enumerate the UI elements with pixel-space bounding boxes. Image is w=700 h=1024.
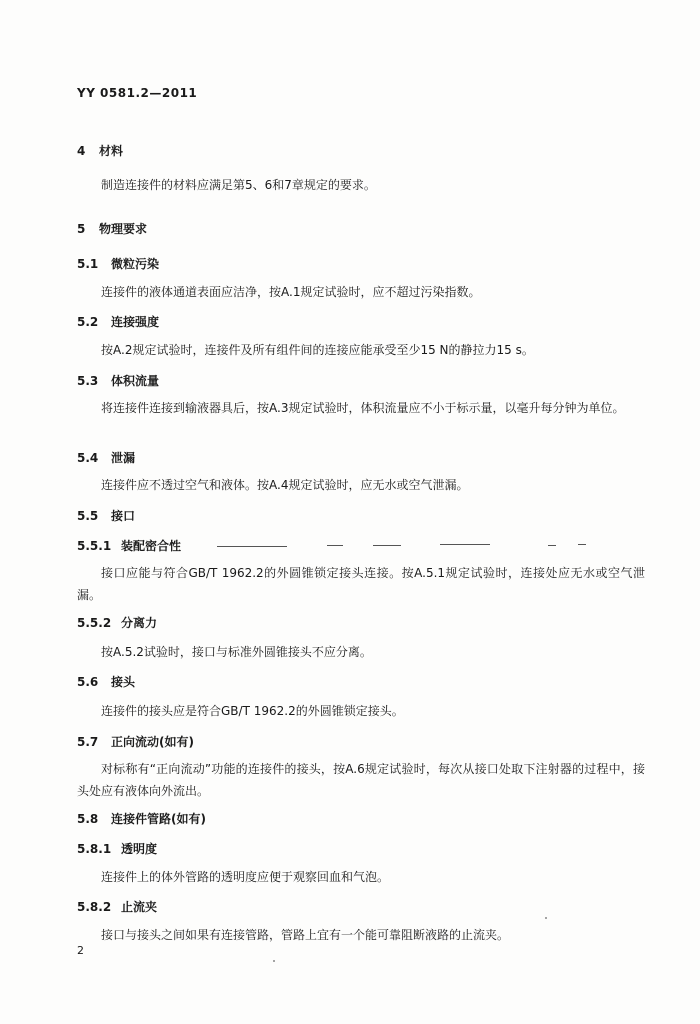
section-4-heading: [77, 142, 123, 159]
section-5-1-heading: [77, 255, 159, 272]
scan-artifact-line: [373, 545, 401, 546]
section-title: 止流夹: [121, 900, 158, 914]
section-5-8-2-heading: [77, 898, 157, 915]
section-number: 5.8.2: [77, 900, 112, 914]
section-5-4-heading: [77, 449, 135, 466]
section-title: 正向流动(如有): [111, 735, 194, 749]
section-title: 连接件管路(如有): [111, 812, 206, 826]
section-5-5-1-heading: [77, 537, 181, 554]
scan-artifact-line: [440, 544, 490, 545]
scan-artifact-line: [327, 545, 343, 546]
scan-speck: [545, 917, 547, 919]
section-title: 透明度: [121, 842, 158, 856]
section-5-4-body: 连接件应不透过空气和液体。按A.4规定试验时，应无水或空气泄漏。: [101, 478, 469, 492]
section-5-2-body: 按A.2规定试验时，连接件及所有组件间的连接应能承受至少15 N的静拉力15 s。: [101, 343, 534, 357]
section-number: 5.8: [77, 812, 99, 826]
section-number: 5.3: [77, 374, 99, 388]
scan-artifact-line: [578, 544, 586, 545]
section-5-3-body: 将连接件连接到输液器具后，按A.3规定试验时，体积流量应不小于标示量，以毫升每分钟为单位。: [101, 401, 625, 415]
section-title: 分离力: [121, 616, 158, 630]
section-number: 5: [77, 222, 86, 236]
page-number: 2: [77, 944, 84, 957]
section-title: 接头: [111, 675, 136, 689]
section-title: 装配密合性: [121, 539, 182, 553]
section-number: 5.5.1: [77, 539, 112, 553]
section-number: 4: [77, 144, 86, 158]
section-5-8-2-body: 接口与接头之间如果有连接管路，管路上宜有一个能可靠阻断液路的止流夹。: [101, 928, 510, 942]
section-5-1-body: 连接件的液体通道表面应洁净，按A.1规定试验时，应不超过污染指数。: [101, 285, 481, 299]
section-title: 连接强度: [111, 315, 160, 329]
section-5-6-heading: [77, 673, 135, 690]
section-5-8-heading: [77, 810, 206, 827]
section-5-8-1-heading: [77, 840, 157, 857]
section-5-5-1-body: 接口应能与符合GB/T 1962.2的外圆锥锁定接头连接。按A.5.1规定试验时，连接处应无水或空气泄漏。: [77, 566, 645, 602]
section-5-5-heading: [77, 507, 135, 524]
standard-code: YY 0581.2—2011: [77, 86, 198, 100]
section-number: 5.5.2: [77, 616, 112, 630]
scan-artifact-line: [217, 546, 287, 547]
section-number: 5.1: [77, 257, 99, 271]
section-number: 5.7: [77, 735, 99, 749]
scan-speck: [273, 960, 275, 962]
scan-artifact-line: [548, 545, 556, 546]
section-5-5-2-body: 按A.5.2试验时，接口与标准外圆锥接头不应分离。: [101, 645, 372, 659]
section-number: 5.2: [77, 315, 99, 329]
section-4-body: 制造连接件的材料应满足第5、6和7章规定的要求。: [101, 178, 376, 192]
section-number: 5.8.1: [77, 842, 112, 856]
section-5-2-heading: [77, 313, 159, 330]
section-title: 材料: [99, 144, 124, 158]
section-5-6-body: 连接件的接头应是符合GB/T 1962.2的外圆锥锁定接头。: [101, 704, 404, 718]
section-title: 物理要求: [99, 222, 148, 236]
section-5-7-heading: [77, 733, 194, 750]
section-5-7-body: 对标称有“正向流动”功能的连接件的接头，按A.6规定试验时，每次从接口处取下注射器的过程中，接头处应有液体向外流出。: [77, 762, 645, 798]
section-5-5-2-heading: [77, 614, 157, 631]
section-title: 泄漏: [111, 451, 136, 465]
section-number: 5.6: [77, 675, 99, 689]
section-5-8-1-body: 连接件上的体外管路的透明度应便于观察回血和气泡。: [101, 870, 390, 884]
section-5-heading: [77, 220, 147, 237]
section-title: 微粒污染: [111, 257, 160, 271]
section-number: 5.4: [77, 451, 99, 465]
section-title: 体积流量: [111, 374, 160, 388]
section-5-3-heading: [77, 372, 159, 389]
section-number: 5.5: [77, 509, 99, 523]
section-title: 接口: [111, 509, 136, 523]
